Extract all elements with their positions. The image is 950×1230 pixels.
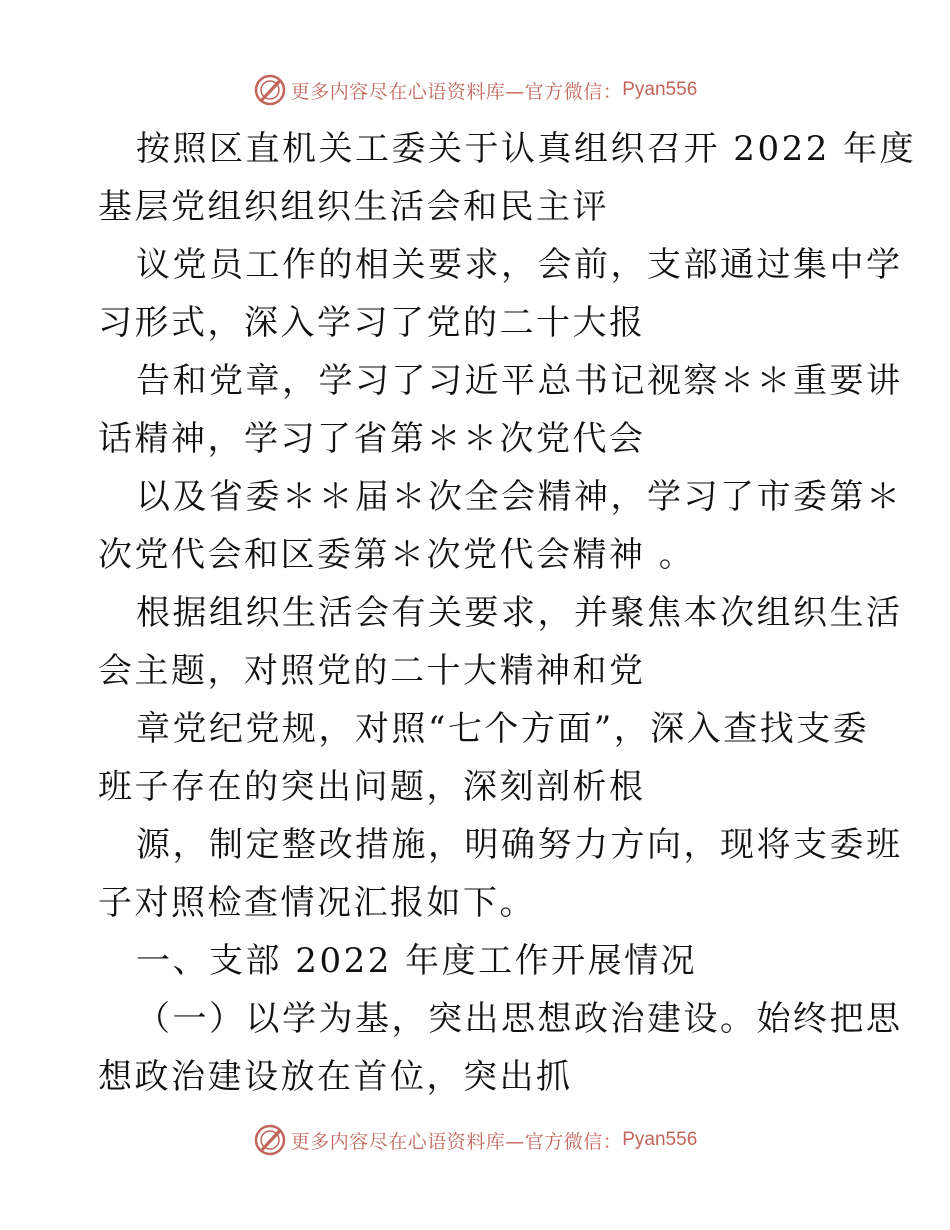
document-body	[98, 120, 917, 1106]
paragraph-line: 章党纪党规，对照“七个方面”，深入查找支委	[136, 709, 870, 749]
paragraph-line: 告和党章，学习了习近平总书记视察＊＊重要讲	[136, 361, 903, 401]
footer-banner	[0, 1120, 950, 1160]
paragraph-line: 习形式，深入学习了党的二十大报	[98, 303, 646, 343]
wechat-id: Pyan556	[622, 79, 698, 100]
paragraph-line: 子对照检查情况汇报如下。	[98, 883, 536, 923]
paragraph-line: 基层党组织组织生活会和民主评	[98, 187, 609, 227]
banner-text: 更多内容尽在心语资料库—官方微信：	[290, 1130, 623, 1153]
paragraph-line: 根据组织生活会有关要求，并聚焦本次组织生活	[136, 593, 903, 633]
section-heading: 一、支部 2022 年度工作开展情况	[136, 941, 698, 981]
paragraph-line: 会主题，对照党的二十大精神和党	[98, 651, 646, 691]
paragraph-line: （一）以学为基，突出思想政治建设。始终把思	[136, 999, 903, 1039]
header-banner	[0, 70, 950, 110]
banner-text: 更多内容尽在心语资料库—官方微信：	[290, 80, 623, 103]
paragraph-line: 次党代会和区委第＊次党代会精神 。	[98, 535, 696, 575]
paragraph-line: 班子存在的突出问题，深刻剖析根	[98, 767, 646, 807]
paragraph-line: 源，制定整改措施，明确努力方向，现将支委班	[136, 825, 903, 865]
paragraph-line: 议党员工作的相关要求，会前，支部通过集中学	[136, 245, 903, 285]
paragraph-line: 按照区直机关工委关于认真组织召开 2022 年度	[136, 129, 917, 169]
quill-pen-logo-icon	[253, 1123, 287, 1157]
paragraph-line: 以及省委＊＊届＊次全会精神，学习了市委第＊	[136, 477, 903, 517]
paragraph-line: 想政治建设放在首位，突出抓	[98, 1057, 573, 1097]
quill-pen-logo-icon	[253, 73, 287, 107]
paragraph-line: 话精神，学习了省第＊＊次党代会	[98, 419, 646, 459]
wechat-id: Pyan556	[622, 1129, 698, 1150]
